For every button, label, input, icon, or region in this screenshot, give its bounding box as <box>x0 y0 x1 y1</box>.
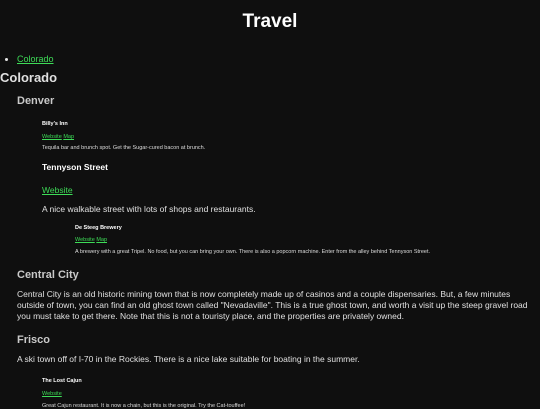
map-link[interactable]: Map <box>96 237 108 243</box>
website-link[interactable]: Website <box>42 391 62 397</box>
website-link[interactable]: Website <box>75 237 95 243</box>
place-description: Tequila bar and brunch spot. Get the Sugar-cured bacon at brunch. <box>42 145 206 151</box>
map-link[interactable]: Map <box>63 134 75 140</box>
page-title: Travel <box>242 11 298 32</box>
city-heading-frisco: Frisco <box>17 334 51 346</box>
city-heading-denver: Denver <box>17 95 55 107</box>
place-tennyson-street <box>42 162 540 255</box>
place-description: Great Cajun restaurant. It is now a chain, but this is the original. Try the Cat-touffee! <box>42 403 246 409</box>
place-name: Billy's Inn <box>42 121 68 127</box>
place-links <box>42 391 540 397</box>
website-link[interactable]: Website <box>42 185 73 195</box>
place-links <box>42 185 540 195</box>
table-of-contents <box>0 54 540 64</box>
place-description: A nice walkable street with lots of shops and restaurants. <box>42 204 256 214</box>
state-heading-colorado: Colorado <box>0 70 58 85</box>
toc-item-colorado <box>17 54 540 64</box>
place-billys-inn <box>42 121 540 151</box>
city-description: A ski town off of I-70 in the Rockies. There is a nice lake suitable for boating in the summer. <box>17 354 360 364</box>
place-de-steeg-brewery <box>75 225 540 255</box>
place-name: The Lost Cajun <box>42 378 82 384</box>
place-lost-cajun <box>42 378 540 409</box>
place-links <box>75 237 540 243</box>
website-link[interactable]: Website <box>42 134 62 140</box>
city-heading-central-city: Central City <box>17 269 79 281</box>
place-links <box>42 134 540 140</box>
toc-link-colorado[interactable]: Colorado <box>17 54 54 64</box>
place-name: Tennyson Street <box>42 162 108 172</box>
city-description: Central City is an old historic mining town that is now completely made up of casinos and a couple dispensaries. But, a few minutes outside of town, you can find an old ghost town called "Nevadaville". This is a true ghost town, and worth a visit up the steep gravel road you must take to get there. Note that this is not a touristy place, and the properties are privately owned. <box>17 289 528 321</box>
place-description: A brewery with a great Tripel. No food, but you can bring your own. There is also a popcorn machine. Enter from the alley behind Tennyson Street. <box>75 249 431 255</box>
place-name: De Steeg Brewery <box>75 225 122 231</box>
